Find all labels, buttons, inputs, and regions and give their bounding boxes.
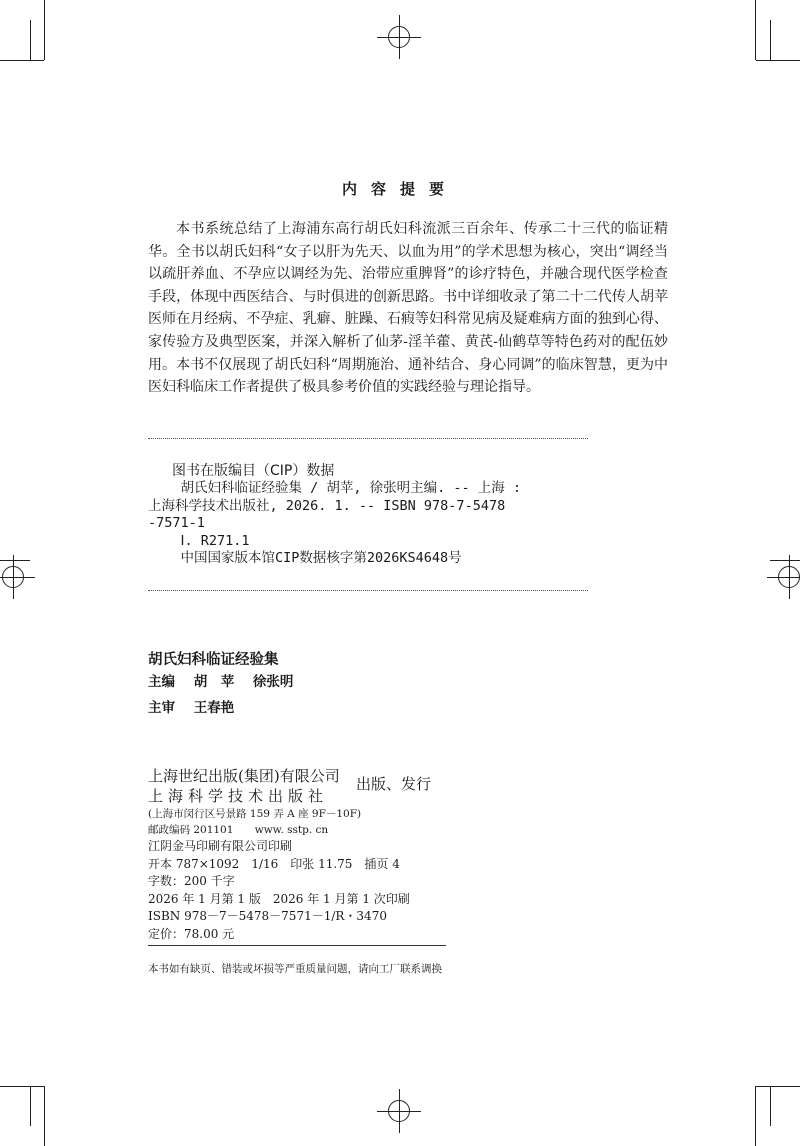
crop-mark bbox=[0, 560, 30, 561]
publisher-address: (上海市闵行区号景路 159 弄 A 座 9F－10F) bbox=[148, 808, 362, 820]
edition: 2026 年 1 月第 1 版 2026 年 1 月第 1 次印刷 bbox=[148, 891, 410, 906]
crop-mark bbox=[0, 1086, 44, 1087]
crop-mark bbox=[755, 0, 756, 60]
summary-text bbox=[148, 218, 668, 399]
postal-line bbox=[148, 822, 346, 837]
cip-line: 上海科学技术出版社, 2026. 1. -- ISBN 978-7-5478 bbox=[148, 497, 506, 514]
crop-mark bbox=[30, 1086, 31, 1126]
print-specs bbox=[148, 838, 410, 944]
crop-mark bbox=[755, 1086, 756, 1146]
publisher-block bbox=[148, 766, 432, 806]
divider bbox=[148, 945, 446, 946]
crop-mark bbox=[770, 1086, 771, 1126]
editor-name: 徐张明 bbox=[252, 674, 294, 690]
divider bbox=[148, 590, 588, 591]
editors-label: 主编 bbox=[148, 674, 175, 690]
book-title: 胡氏妇科临证经验集 bbox=[148, 652, 279, 668]
summary-paragraph: 本书系统总结了上海浦东高行胡氏妇科流派三百余年、传承二十三代的临证精华。全书以胡氏妇科“女子以肝为先天、以血为用”的学术思想为核心，突出“调经当以疏肝养血、不孕应以调经为先、治带应重脾肾”的诊疗特色，并融合现代医学检查手段，体现中西医结合、与时俱进的创新思路。书中详细收录了第二十二代传人胡苹医师在月经病、不孕症、乳癖、脏躁、石瘕等妇科常见病及疑难病方面的独到心得、家传验方及典型医案，并深入解析了仙茅-淫羊藿、黄芪-仙鹤草等特色药对的配伍妙用。本书不仅展现了胡氏妇科“周期施治、通补结合、身心同调”的临床智慧，更为中医妇科临床工作者提供了极具参考价值的实践经验与理论指导。 bbox=[148, 221, 668, 396]
cip-line: -7571-1 bbox=[148, 515, 205, 531]
publisher-house: 上海科学技术出版社 bbox=[148, 787, 329, 805]
registration-mark-icon bbox=[388, 1100, 410, 1122]
website: www. sstp. cn bbox=[254, 824, 329, 836]
cip-heading-text: 图书在版编目（CIP）数据 bbox=[172, 463, 335, 479]
crop-mark bbox=[770, 20, 771, 60]
crop-mark bbox=[756, 60, 800, 61]
cip-line: 胡氏妇科临证经验集 / 胡苹, 徐张明主编. -- 上海 : bbox=[148, 480, 522, 496]
crop-mark bbox=[44, 0, 45, 60]
reviewer-line bbox=[148, 696, 248, 716]
cip-line: 中国国家版本馆CIP数据核字第2026KS4648号 bbox=[148, 550, 462, 566]
word-count: 字数：200 千字 bbox=[148, 874, 235, 889]
crop-mark bbox=[30, 20, 31, 60]
registration-mark-icon bbox=[2, 566, 24, 588]
crop-mark bbox=[44, 1086, 45, 1146]
cip-data bbox=[148, 480, 568, 568]
cip-line: Ⅰ. R271.1 bbox=[148, 532, 250, 549]
crop-mark bbox=[0, 60, 44, 61]
divider bbox=[148, 438, 588, 439]
postal-code: 邮政编码 201101 bbox=[148, 824, 234, 836]
editor-name: 胡 苹 bbox=[193, 674, 235, 690]
publisher-issue: 出版、发行 bbox=[356, 775, 432, 793]
reviewer-label: 主审 bbox=[148, 700, 175, 716]
printer: 江阴金马印刷有限公司印刷 bbox=[148, 839, 293, 853]
editors-line bbox=[148, 670, 307, 690]
crop-mark bbox=[756, 1086, 800, 1087]
isbn: ISBN 978－7－5478－7571－1/R・3470 bbox=[148, 909, 387, 924]
reviewer-name: 王春艳 bbox=[193, 700, 235, 716]
format: 开本 787×1092 1/16 印张 11.75 插页 4 bbox=[148, 856, 400, 871]
registration-mark-icon bbox=[778, 566, 800, 588]
quality-notice: 本书如有缺页、错装或坏损等严重质量问题，请向工厂联系调换 bbox=[148, 963, 442, 975]
registration-mark-icon bbox=[388, 26, 410, 48]
price: 定价：78.00 元 bbox=[148, 926, 235, 941]
crop-mark bbox=[770, 560, 800, 561]
publisher-group: 上海世纪出版(集团)有限公司 bbox=[148, 767, 340, 785]
summary-title: 内容提要 bbox=[341, 180, 458, 198]
cip-heading bbox=[172, 462, 334, 480]
